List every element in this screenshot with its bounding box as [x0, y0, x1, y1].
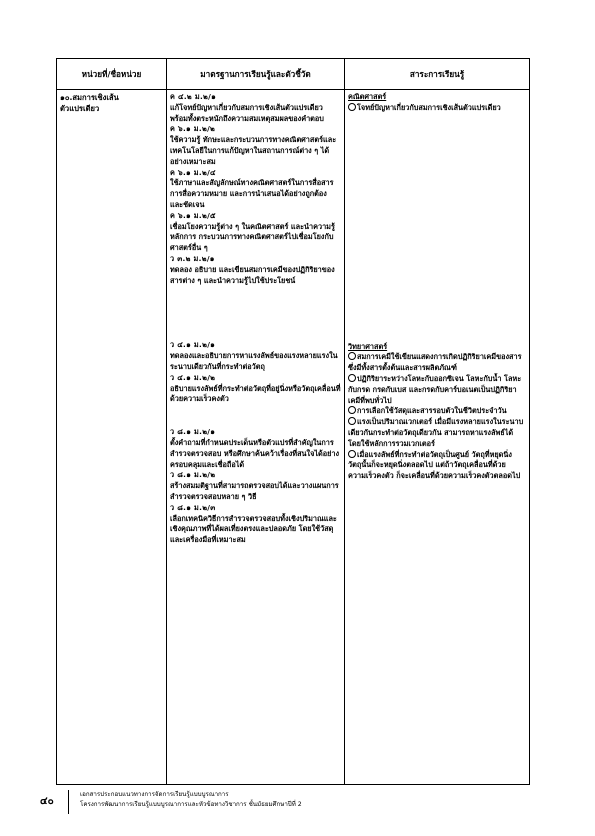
- standard-code: ว ๘.๑ ม.๒/๑: [170, 427, 216, 437]
- bullet-icon: [348, 417, 356, 425]
- header-unit: หน่วยที่/ชื่อหน่วย: [57, 59, 167, 90]
- list-item: ปฏิกิริยาระหว่างโลหะกับออกซิเจน โลหะกับน้ำ โลหะกับกรด กรดกับเบส และกรดกับคาร์บอเนตเป็นปฏิกิริยาเคมีที่พบทั่วไป: [348, 373, 522, 405]
- standard-code: ว ๔.๑ ม.๒/๑: [170, 340, 216, 350]
- bullet-icon: [348, 406, 356, 414]
- standard-text: ตั้งคำถามที่กำหนดประเด็นหรือตัวแปรที่สำคัญในการสำรวจตรวจสอบ หรือศึกษาค้นคว้าเรื่องที่สนใจได้อย่างครอบคลุมและเชื่อถือได้: [170, 437, 340, 469]
- standard-code: ค ๖.๑ ม.๒/๕: [170, 210, 216, 220]
- standard-code: ว ๔.๑ ม.๒/๒: [170, 372, 216, 382]
- unit-cell: [57, 90, 167, 785]
- standard-item: [170, 124, 341, 167]
- footer-line-1: เอกสารประกอบแนวทางการจัดการเรียนรู้แบบบูรณาการ: [80, 791, 229, 798]
- standard-text: เชื่อมโยงความรู้ต่าง ๆ ในคณิตศาสตร์ และนำความรู้ หลักการ กระบวนการทางคณิตศาสตร์ไปเชื่อมโยงกับศาสตร์อื่น ๆ: [170, 221, 335, 253]
- standard-text: เลือกเทคนิควิธีการสำรวจตรวจสอบทั้งเชิงปริมาณและเชิงคุณภาพที่ได้ผลเที่ยงตรงและปลอดภัย โดยใช้วัสดุและเครื่องมือที่เหมาะสม: [170, 513, 337, 545]
- unit-number: ๑๐.สมการเชิงเส้น: [60, 93, 119, 102]
- standard-code: ว ๘.๑ ม.๒/๓: [170, 502, 216, 512]
- standard-text: อธิบายแรงลัพธ์ที่กระทำต่อวัตถุที่อยู่นิ่งหรือวัตถุเคลื่อนที่ด้วยความเร็วคงตัว: [170, 383, 341, 404]
- list-item: การเลือกใช้วัสดุและสารรอบตัวในชีวิตประจำวัน: [348, 406, 526, 417]
- list-item: แรงเป็นปริมาณเวกเตอร์ เมื่อมีแรงหลายแรงในระนาบเดียวกันกระทำต่อวัตถุเดียวกัน สามารถหาแรงลัพธ์ได้โดยใช้หลักการรวมเวกเตอร์: [348, 417, 524, 448]
- unit-name: ตัวแปรเดียว: [60, 104, 100, 113]
- standard-item: [170, 503, 341, 546]
- standard-code: ค ๖.๑ ม.๒/๒: [170, 124, 216, 134]
- standard-code: ค ๔.๒ ม.๒/๑: [170, 92, 217, 101]
- standard-code: ค ๖.๑ ม.๒/๔: [170, 167, 216, 177]
- bullet-icon: [348, 374, 356, 382]
- table-header-row: [57, 59, 530, 90]
- standard-code: ว ๓.๒ ม.๒/๑: [170, 253, 215, 263]
- science-subject-heading: วิทยาศาสตร์: [348, 341, 388, 351]
- standard-item: [170, 92, 341, 124]
- standard-text: ใช้ภาษาและสัญลักษณ์ทางคณิตศาสตร์ในการสื่อสาร การสื่อความหมาย และการนำเสนอได้อย่างถูกต้อง และชัดเจน: [170, 178, 334, 209]
- standard-item: [170, 340, 341, 372]
- standard-code: ว ๘.๑ ม.๒/๒: [170, 470, 216, 480]
- bullet-icon: [348, 103, 356, 111]
- standard-item: [170, 254, 341, 286]
- header-standards: มาตรฐานการเรียนรู้และตัวชี้วัด: [167, 59, 345, 90]
- bullet-icon: [348, 450, 356, 458]
- content-cell: [345, 90, 530, 785]
- footer-divider: [68, 790, 69, 814]
- curriculum-table: [56, 58, 530, 785]
- standard-item: [170, 211, 341, 254]
- header-content: สาระการเรียนรู้: [345, 59, 530, 90]
- footer-line-2: โครงการพัฒนาการเรียนรู้แบบบูรณาการและหัวข้อทางวิชาการ ชั้นมัธยมศึกษาปีที่ 2: [80, 801, 302, 808]
- standard-text: ทดลองและอธิบายการหาแรงลัพธ์ของแรงหลายแรงในระนาบเดียวกันที่กระทำต่อวัตถุ: [170, 351, 338, 371]
- standard-text: สร้างสมมติฐานที่สามารถตรวจสอบได้และวางแผนการสำรวจตรวจสอบหลาย ๆ วิธี: [170, 481, 339, 501]
- math-subject-heading: คณิตศาสตร์: [348, 92, 387, 101]
- standard-text: ทดลอง อธิบาย และเขียนสมการเคมีของปฏิกิริยาของสารต่าง ๆ และนำความรู้ไปใช้ประโยชน์: [170, 264, 335, 285]
- standard-item: [170, 168, 341, 211]
- table-row: [57, 90, 530, 785]
- standard-item: [170, 373, 341, 405]
- list-item: โจทย์ปัญหาเกี่ยวกับสมการเชิงเส้นตัวแปรเดียว: [348, 103, 526, 114]
- standard-item: [170, 470, 341, 502]
- bullet-icon: [348, 352, 356, 360]
- standard-text: ใช้ความรู้ ทักษะและกระบวนการทางคณิตศาสตร์และเทคโนโลยีในการแก้ปัญหาในสถานการณ์ต่าง ๆ ได้อย่างเหมาะสม: [170, 135, 337, 166]
- standard-item: [170, 427, 341, 470]
- standard-text: แก้โจทย์ปัญหาเกี่ยวกับสมการเชิงเส้นตัวแปรเดียว พร้อมทั้งตระหนักถึงความสมเหตุสมผลของคำตอบ: [170, 102, 324, 123]
- list-item: เมื่อแรงลัพธ์ที่กระทำต่อวัตถุเป็นศูนย์ วัตถุที่หยุดนิ่ง วัตถุนั้นก็จะหยุดนิ่งตลอดไป แต่ถ้าวัตถุเคลื่อนที่ด้วยความเร็วคงตัว ก็จะเคลื่อนที่ด้วยความเร็วคงตัวตลอดไป: [348, 449, 521, 481]
- page-number: ๔๐: [40, 796, 54, 807]
- list-item: สมการเคมีใช้เขียนแสดงการเกิดปฏิกิริยาเคมีของสาร ซึ่งมีทั้งสารตั้งต้นและสารผลิตภัณฑ์: [348, 352, 522, 373]
- standards-cell: [167, 90, 345, 785]
